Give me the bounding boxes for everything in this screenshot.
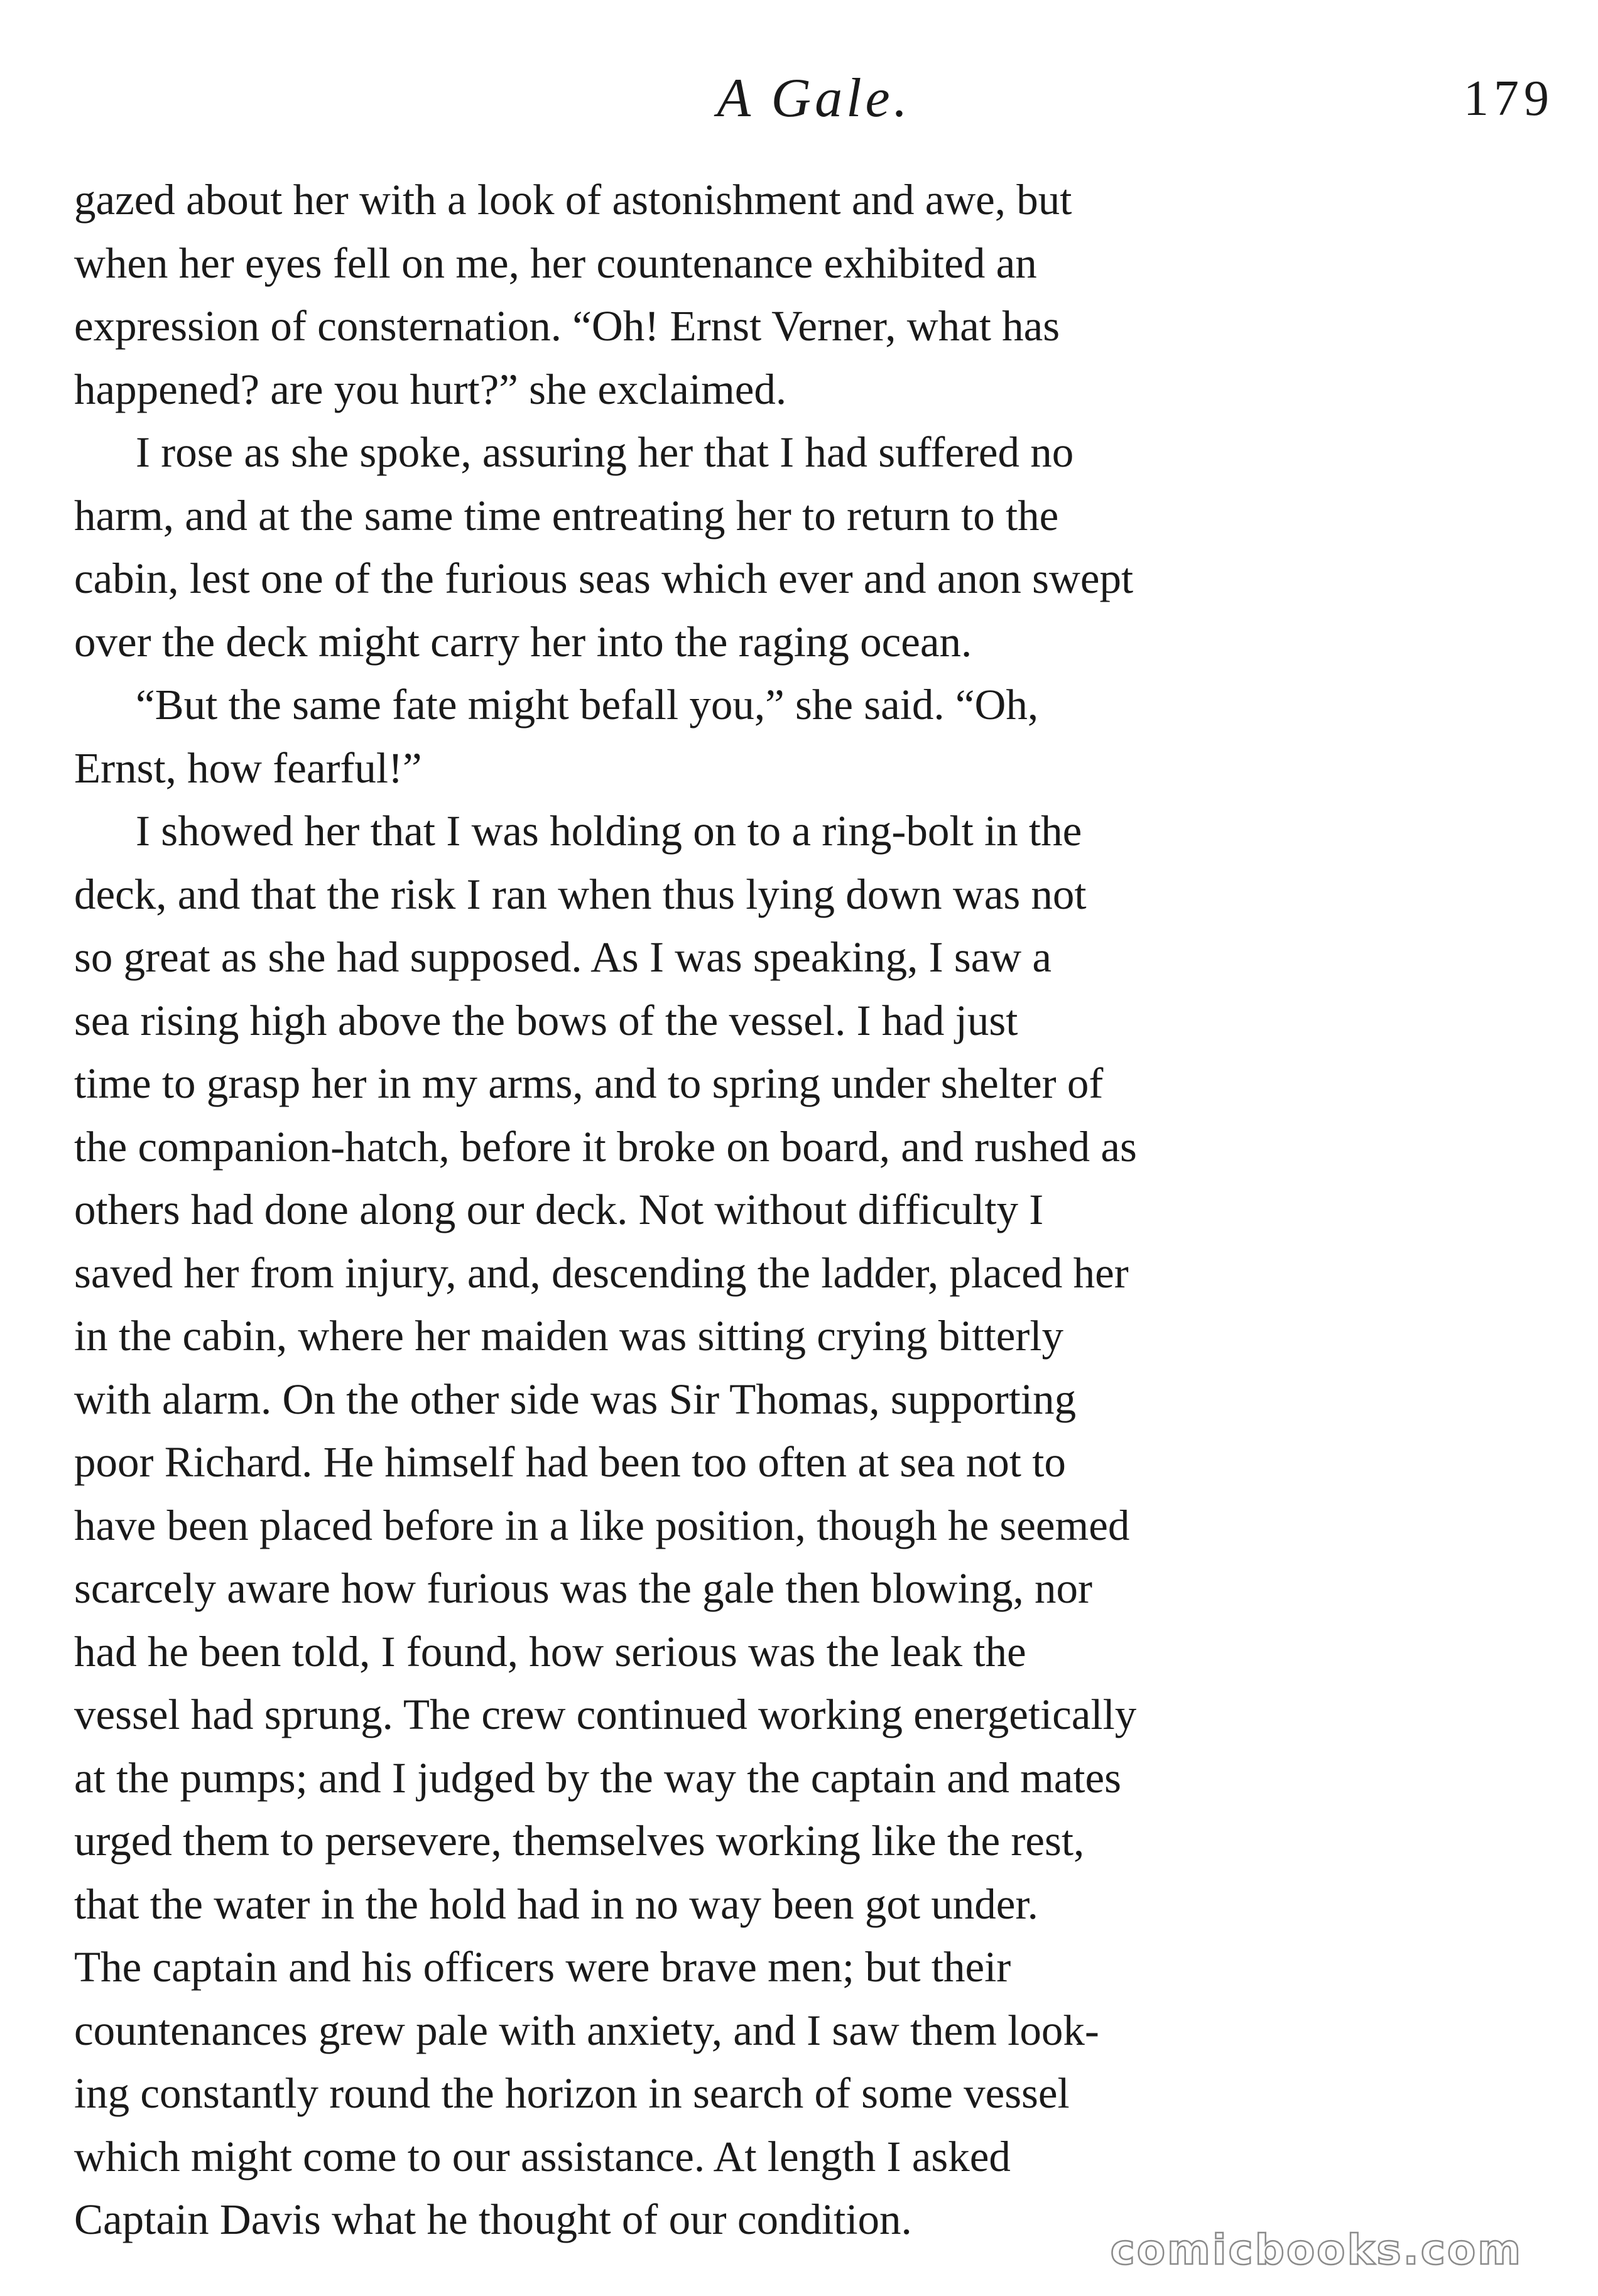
text-line: harm, and at the same time entreating her to return to the — [74, 491, 1059, 539]
text-line: cabin, lest one of the furious seas which ever and anon swept — [74, 555, 1134, 602]
text-line: which might come to our assistance. At length I asked — [74, 2132, 1011, 2180]
text-line: urged them to persevere, themselves working like the rest, — [74, 1817, 1085, 1865]
text-line: in the cabin, where her maiden was sitting crying bitterly — [74, 1312, 1064, 1360]
text-line: had he been told, I found, how serious was the leak the — [74, 1627, 1026, 1676]
page-number: 179 — [1464, 71, 1554, 126]
text-line: others had done along our deck. Not without difficulty I — [74, 1186, 1044, 1233]
text-line: vessel had sprung. The crew continued working energetically — [74, 1691, 1137, 1738]
text-line: at the pumps; and I judged by the way the captain and mates — [74, 1753, 1122, 1802]
text-line: happened? are you hurt?” she exclaimed. — [74, 365, 787, 413]
text-line: time to grasp her in my arms, and to spring under shelter of — [74, 1059, 1104, 1107]
text-line: Captain Davis what he thought of our condition. — [74, 2196, 912, 2243]
text-line: sea rising high above the bows of the vessel. I had just — [74, 996, 1018, 1044]
text-line: scarcely aware how furious was the gale then blowing, nor — [74, 1564, 1092, 1612]
text-line: The captain and his officers were brave men; but their — [74, 1943, 1011, 1991]
text-line: I rose as she spoke, assuring her that I had suffered no — [136, 428, 1074, 476]
text-line: Ernst, how fearful!” — [74, 744, 422, 792]
text-line: have been placed before in a like position, though he seemed — [74, 1501, 1130, 1549]
text-line: saved her from injury, and, descending the ladder, placed her — [74, 1248, 1129, 1297]
text-line: expression of consternation. “Oh! Ernst Verner, what has — [74, 302, 1060, 350]
text-line: countenances grew pale with anxiety, and I saw them look- — [74, 2006, 1099, 2054]
text-line: the companion-hatch, before it broke on board, and rushed as — [74, 1122, 1137, 1171]
text-line: I showed her that I was holding on to a ring-bolt in the — [136, 807, 1082, 855]
text-line: with alarm. On the other side was Sir Thomas, supporting — [74, 1375, 1077, 1423]
text-line: when her eyes fell on me, her countenance exhibited an — [74, 239, 1037, 287]
text-line: gazed about her with a look of astonishment and awe, but — [74, 176, 1072, 224]
page-header — [74, 58, 1554, 139]
watermark: comicbooks.com — [1110, 2226, 1523, 2274]
text-line: ing constantly round the horizon in search of some vessel — [74, 2069, 1070, 2117]
body-text — [74, 168, 1547, 2251]
text-line: “But the same fate might befall you,” she said. “Oh, — [136, 681, 1039, 728]
text-line: that the water in the hold had in no way been got under. — [74, 1880, 1038, 1928]
text-line: poor Richard. He himself had been too often at sea not to — [74, 1438, 1066, 1486]
running-title: A Gale. — [717, 68, 911, 129]
text-line: over the deck might carry her into the raging ocean. — [74, 617, 972, 666]
text-line: so great as she had supposed. As I was speaking, I saw a — [74, 933, 1052, 981]
text-line: deck, and that the risk I ran when thus lying down was not — [74, 870, 1087, 918]
